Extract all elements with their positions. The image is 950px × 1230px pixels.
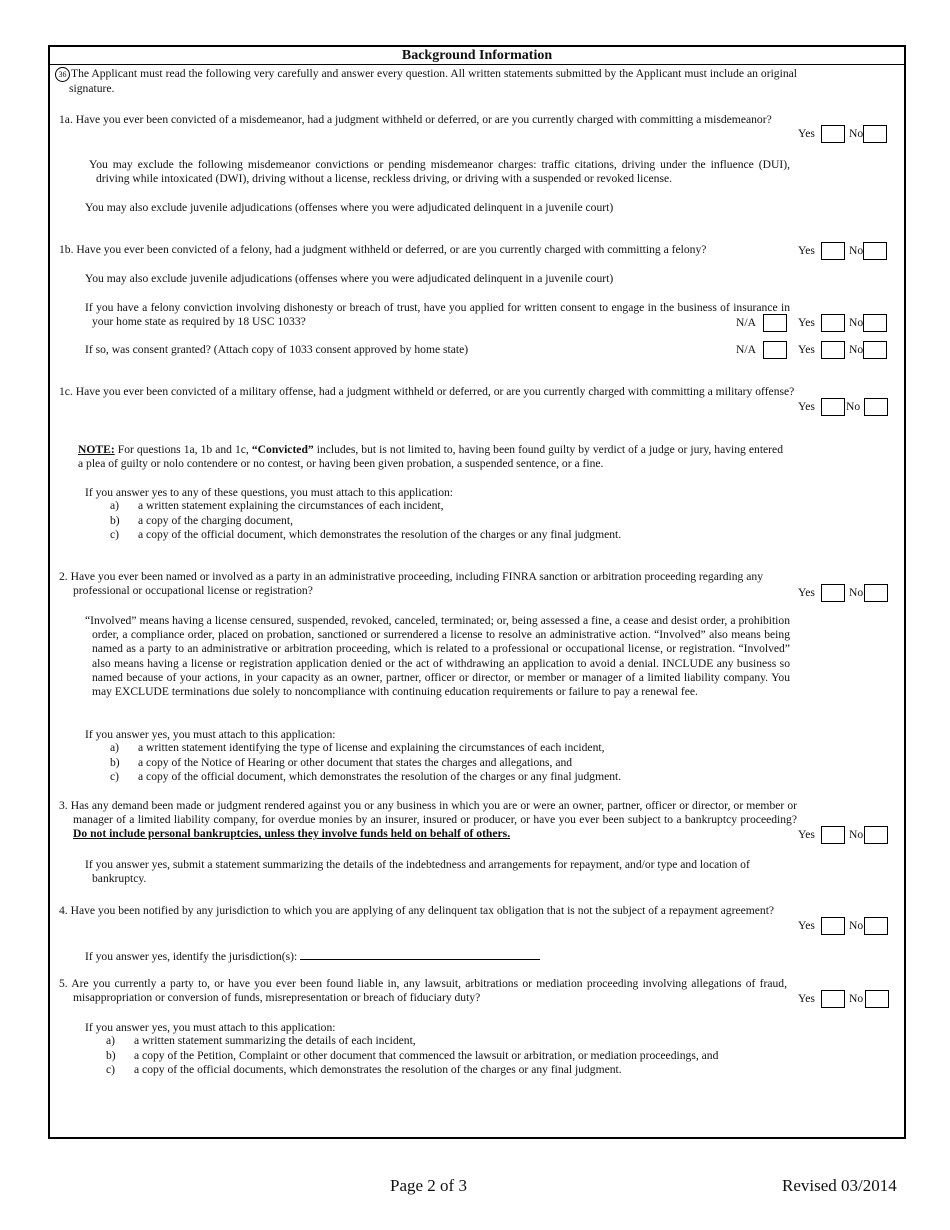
attachment-item-letter: a) <box>110 741 120 754</box>
page-number: Page 2 of 3 <box>390 1176 467 1195</box>
question-1a-exclusion-note: You may exclude the following misdemeanor convictions or pending misdemeanor charges: traffic citations, driving under the influence (DUI), driving while intoxicated (DWI), driving without a license, reckless driving, or driving with a suspended or revoked license. <box>89 158 790 186</box>
intro-text: 36 The Applicant must read the following very carefully and answer every question. All written statements submitted by the Applicant must include an original signature. <box>55 67 797 96</box>
question-1b-consent-applied-na: N/A <box>736 314 796 332</box>
question-4-jurisdiction-prompt: If you answer yes, identify the jurisdiction(s): <box>85 949 685 964</box>
question-1b-yes-checkbox[interactable] <box>821 242 845 260</box>
question-1b-consent-applied-answer: Yes No <box>798 314 893 332</box>
question-1c-yes-checkbox[interactable] <box>821 398 845 416</box>
question-1b-consent-applied-text: If you have a felony conviction involving dishonesty or breach of trust, have you applied for written consent to engage in the business of insurance in your home state as required by 18 USC 1033? <box>85 301 790 329</box>
attachment-item-text: a written statement explaining the circumstances of each incident, <box>138 499 444 512</box>
question-1b-answer: Yes No <box>798 242 893 260</box>
question-1a-no-checkbox[interactable] <box>863 125 887 143</box>
question-3-answer: Yes No <box>798 826 893 844</box>
question-1b-no-checkbox[interactable] <box>863 242 887 260</box>
attachment-item-text: a copy of the official documents, which demonstrates the resolution of the charges or any final judgment. <box>134 1063 622 1077</box>
question-1b-consent-granted-na: N/A <box>736 341 796 359</box>
attachment-item-text: a written statement summarizing the details of each incident, <box>134 1034 416 1047</box>
question-2-answer: Yes No <box>798 584 893 602</box>
question-2-attachment-instructions: If you answer yes, you must attach to this application: <box>85 728 336 741</box>
attachment-item-text: a written statement identifying the type of license and explaining the circumstances of each incident, <box>138 741 605 754</box>
question-5-answer: Yes No <box>798 990 893 1008</box>
attachment-item-letter: a) <box>110 499 120 512</box>
conviction-definition-note: NOTE: For questions 1a, 1b and 1c, “Convicted” includes, but is not limited to, having been found guilty by verdict of a judge or jury, having entered a plea of guilty or nolo contendere or no contest, or having been given probation, a suspended sentence, or a fine. <box>78 443 783 471</box>
question-4-text: 4. Have you been notified by any jurisdiction to which you are applying of any delinquent tax obligation that is not the subject of a repayment agreement? <box>59 904 775 917</box>
question-3-followup: If you answer yes, submit a statement summarizing the details of the indebtedness and arrangements for repayment, and/or type and location of bankruptcy. <box>85 858 750 886</box>
attachment-item-letter: b) <box>110 755 120 769</box>
question-1b-consent-granted-na-checkbox[interactable] <box>763 341 787 359</box>
attachment-item-text: a copy of the charging document, <box>138 513 293 527</box>
question-5-text: 5. Are you currently a party to, or have you ever been found liable in, any lawsuit, arbitrations or mediation proceeding involving allegations of fraud, misappropriation or conversion of funds, misrepresentation or breach of fiduciary duty? <box>59 977 787 1005</box>
attachment-item-letter: c) <box>106 1063 116 1077</box>
jurisdiction-field[interactable] <box>300 949 540 960</box>
question-1c-no-checkbox[interactable] <box>864 398 888 416</box>
question-2-yes-checkbox[interactable] <box>821 584 845 602</box>
attachment-item-letter: b) <box>110 513 120 527</box>
attachment-item-letter: c) <box>110 528 120 542</box>
question-1a-yes-checkbox[interactable] <box>821 125 845 143</box>
attachment-item-letter: b) <box>106 1048 116 1062</box>
question-2-text: 2. Have you ever been named or involved as a party in an administrative proceeding, including FINRA sanction or arbitration proceeding regarding any professional or occupational license or registration? <box>59 570 763 598</box>
attachment-item-text: a copy of the official document, which demonstrates the resolution of the charges or any final judgment. <box>138 528 622 542</box>
attachment-item-text: a copy of the Petition, Complaint or other document that commenced the lawsuit or arbitration, or mediation proceedings, and <box>134 1048 719 1062</box>
question-3-no-checkbox[interactable] <box>864 826 888 844</box>
question-1b-consent-applied-na-checkbox[interactable] <box>763 314 787 332</box>
section-title: Background Information <box>50 47 904 65</box>
question-1b-consent-granted-text: If so, was consent granted? (Attach copy of 1033 consent approved by home state) <box>85 343 469 356</box>
question-1b-consent-granted-yes-checkbox[interactable] <box>821 341 845 359</box>
attachment-item-letter: c) <box>110 770 120 784</box>
question-4-answer: Yes No <box>798 917 893 935</box>
question-number-badge: 36 <box>55 67 70 82</box>
question-1b-juvenile-note: You may also exclude juvenile adjudications (offenses where you were adjudicated delinquent in a juvenile court) <box>85 272 614 285</box>
question-1c-text: 1c. Have you ever been convicted of a military offense, had a judgment withheld or deferred, or are you currently charged with committing a military offense? <box>59 385 795 398</box>
question-3-text: 3. Has any demand been made or judgment rendered against you or any business in which you are or were an owner, partner, officer or director, or member or manager of a limited liability company, for overdue monies by an insurer, insured or producer, or have you ever been subject to a bankruptcy proceeding? Do not include personal bankruptcies, unless they involve funds held on behalf of others. <box>59 799 797 841</box>
question-1b-consent-granted-answer: Yes No <box>798 341 893 359</box>
question-2-no-checkbox[interactable] <box>864 584 888 602</box>
attachment-instructions-1: If you answer yes to any of these questions, you must attach to this application: <box>85 486 454 499</box>
attachment-item-text: a copy of the official document, which demonstrates the resolution of the charges or any final judgment. <box>138 770 622 784</box>
attachment-item-letter: a) <box>106 1034 116 1047</box>
question-5-yes-checkbox[interactable] <box>821 990 845 1008</box>
question-1b-text: 1b. Have you ever been convicted of a felony, had a judgment withheld or deferred, or are you currently charged with committing a felony? <box>59 243 707 256</box>
question-1b-consent-applied-yes-checkbox[interactable] <box>821 314 845 332</box>
question-4-no-checkbox[interactable] <box>864 917 888 935</box>
attachment-item-text: a copy of the Notice of Hearing or other document that states the charges and allegations, and <box>138 755 573 769</box>
background-information-section <box>48 45 906 1139</box>
question-4-yes-checkbox[interactable] <box>821 917 845 935</box>
question-1c-answer: Yes No <box>798 398 893 416</box>
question-1a-text: 1a. Have you ever been convicted of a misdemeanor, had a judgment withheld or deferred, or are you currently charged with committing a misdemeanor? <box>59 113 772 126</box>
question-3-yes-checkbox[interactable] <box>821 826 845 844</box>
question-1b-consent-applied-no-checkbox[interactable] <box>863 314 887 332</box>
question-1a-answer: Yes No <box>798 125 893 143</box>
question-5-attachment-instructions: If you answer yes, you must attach to this application: <box>85 1021 336 1034</box>
question-1b-consent-granted-no-checkbox[interactable] <box>863 341 887 359</box>
involved-definition: “Involved” means having a license censured, suspended, revoked, canceled, terminated; or, being assessed a fine, a cease and desist order, a prohibition order, a compliance order, placed on probation, sanctioned or surrendered a license to resolve an administrative action. “Involved” also means being named as a party to an administrative or arbitration proceeding, which is related to a professional or occupational license, or registration. “Involved” also means having a license or registration application denied or the act of withdrawing an application to avoid a denial. INCLUDE any business so named because of your actions, in your capacity as an owner, partner, officer or director, or member or manager of a limited liability company. You may EXCLUDE terminations due solely to noncompliance with continuing education requirements or failure to pay a renewal fee. <box>85 614 790 699</box>
revision-date: Revised 03/2014 <box>782 1176 897 1195</box>
question-5-no-checkbox[interactable] <box>865 990 889 1008</box>
question-1a-juvenile-note: You may also exclude juvenile adjudications (offenses where you were adjudicated delinquent in a juvenile court) <box>85 201 614 214</box>
